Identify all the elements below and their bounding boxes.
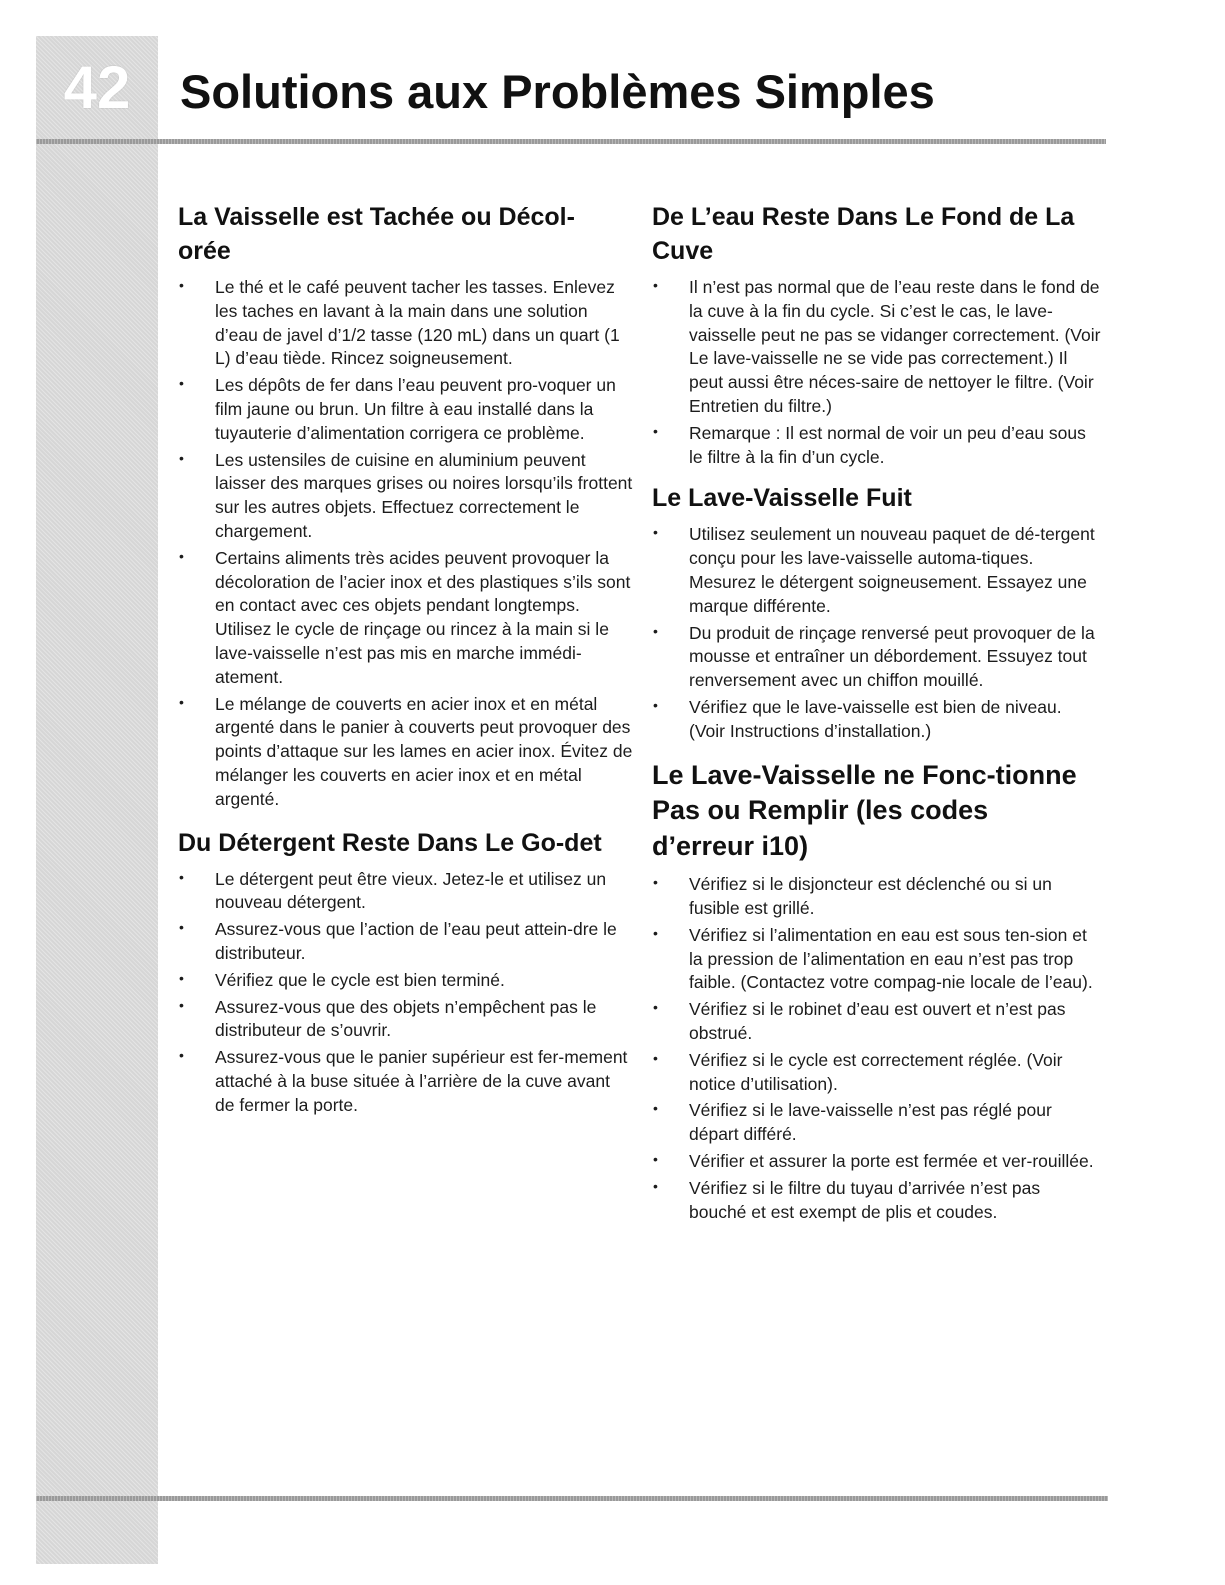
list-item-text: Les ustensiles de cuisine en aluminium peuvent laisser des marques grises ou noires lorsqu’ils frottent sur les autres objets. Effectuez correctement le chargement. [215,449,633,541]
list-item [178,918,633,966]
list-item [178,996,633,1044]
list-item-text: Le thé et le café peuvent tacher les tasses. Enlevez les taches en lavant à la main dans une solution d’eau de javel d’1/2 tasse (120 mL) dans un quart (1 L) d’eau tiède. Rincez soigneusement. [215,277,620,369]
list-item-text: Vérifier et assurer la porte est fermée et ver-rouillée. [689,1151,1094,1172]
bullet-icon: • [179,547,184,564]
bullet-icon: • [653,422,658,439]
list-item [652,276,1102,419]
list-item-text: Remarque : Il est normal de voir un peu d’eau sous le filtre à la fin d’un cycle. [689,422,1086,467]
section-detergent-remains [178,826,633,1118]
bullet-list [178,276,633,812]
list-item-text: Assurez-vous que l’action de l’eau peut attein-dre le distributeur. [215,919,617,963]
bullet-list [652,523,1102,743]
list-item-text: Vérifiez si le disjoncteur est déclenché ou si un fusible est grillé. [689,874,1052,919]
list-item [652,1150,1102,1174]
bullet-icon: • [653,1177,658,1194]
list-item-text: Le détergent peut être vieux. Jetez-le et utilisez un nouveau détergent. [215,868,607,913]
header-divider [36,139,1106,144]
list-item [178,1046,633,1117]
list-item [178,969,633,993]
bullet-icon: • [653,524,658,541]
bullet-icon: • [653,999,658,1016]
list-item-text: Vérifiez si le robinet d’eau est ouvert et n’est pas obstrué. [689,999,1066,1044]
list-item-text: Du produit de rinçage renversé peut provoquer de la mousse et entraîner un débordement. Essuyez tout renversement avec un chiffon mouillé. [689,622,1095,691]
footer-divider [36,1496,1108,1501]
bullet-icon: • [179,919,184,936]
section-stained-dishes [178,200,633,812]
bullet-icon: • [653,1049,658,1066]
page-title: Solutions aux Problèmes Simples [180,65,935,118]
list-item [178,374,633,445]
side-band [36,36,158,1564]
bullet-icon: • [179,449,184,466]
list-item-text: Il n’est pas normal que de l’eau reste dans le fond de la cuve à la fin du cycle. Si c’est le cas, le lave-vaisselle peut ne pas se vidanger correctement. (Voir Le lave-vaisselle ne se vide pas correctement.) Il peut aussi être néces-saire de nettoyer le filtre. (Voir Entretien du filtre.) [689,277,1101,416]
section-heading: Du Détergent Reste Dans Le Go-det [178,828,602,857]
section-does-not-run [652,758,1102,1225]
list-item-text: Les dépôts de fer dans l’eau peuvent pro-voquer un film jaune ou brun. Un filtre à eau installé dans la tuyauterie d’alimentation corrigera ce problème. [215,375,616,443]
list-item [652,422,1102,470]
section-water-remains [652,200,1102,469]
bullet-icon: • [179,868,184,885]
bullet-list [652,276,1102,469]
list-item-text: Assurez-vous que des objets n’empêchent pas le distributeur de s’ouvrir. [215,996,597,1041]
bullet-list [178,868,633,1118]
section-heading: Le Lave-Vaisselle Fuit [652,484,912,513]
right-column [652,200,1102,1227]
list-item [652,523,1102,618]
bullet-icon: • [653,1100,658,1117]
list-item [652,873,1102,921]
section-dishwasher-leaks [652,481,1102,743]
list-item-text: Certains aliments très acides peuvent provoquer la décoloration de l’acier inox et des plastiques s’ils sont en contact avec ces objets pendant longtemps. Utilisez le cycle de rinçage ou rincez à la main si le lave-vaisselle n’est pas mis en marche immédi-atement. [215,547,631,687]
bullet-list [652,873,1102,1224]
bullet-icon: • [653,277,658,293]
list-item [178,276,633,371]
list-item-text: Utilisez seulement un nouveau paquet de dé-tergent conçu pour les lave-vaisselle automa-tiques. Mesurez le détergent soigneusement. Essayez une marque différente. [689,524,1095,616]
list-item [652,622,1102,693]
list-item-text: Vérifiez que le cycle est bien terminé. [215,969,505,990]
bullet-icon: • [653,924,658,941]
bullet-icon: • [179,375,184,392]
bullet-icon: • [653,874,658,891]
list-item [652,1099,1102,1147]
bullet-icon: • [179,693,184,710]
list-item [652,924,1102,995]
list-item [652,1177,1102,1225]
list-item [178,547,633,690]
list-item-text: Vérifiez si le cycle est correctement réglée. (Voir notice d’utilisation). [689,1049,1063,1094]
list-item-text: Le mélange de couverts en acier inox et en métal argenté dans le panier à couverts peut provoquer des points d’attaque sur les lames en acier inox. Évitez de mélanger les couverts en acier inox et en métal argenté. [215,693,633,809]
section-heading: La Vaisselle est Tachée ou Décol-orée [178,203,575,265]
list-item [652,1049,1102,1097]
bullet-icon: • [179,1047,184,1064]
bullet-icon: • [179,996,184,1013]
page-number: 42 [63,54,131,121]
bullet-icon: • [653,622,658,639]
list-item [178,449,633,544]
bullet-icon: • [653,1151,658,1168]
bullet-icon: • [179,969,184,986]
section-heading: De L’eau Reste Dans Le Fond de La Cuve [652,203,1075,265]
list-item-text: Vérifiez si le filtre du tuyau d’arrivée n’est pas bouché et est exempt de plis et coudes. [689,1177,1041,1222]
section-heading: Le Lave-Vaisselle ne Fonc-tionne Pas ou Remplir (les codes d’erreur i10) [652,759,1077,862]
bullet-icon: • [653,696,658,713]
list-item [652,998,1102,1046]
bullet-icon: • [179,277,184,293]
list-item-text: Vérifiez si l’alimentation en eau est sous ten-sion et la pression de l’alimentation en eau n’est pas trop faible. (Contactez votre compag-nie locale de l’eau). [689,924,1093,993]
list-item [178,868,633,916]
list-item-text: Vérifiez si le lave-vaisselle n’est pas réglé pour départ différé. [689,1100,1052,1145]
list-item-text: Assurez-vous que le panier supérieur est fer-mement attaché à la buse située à l’arrière de la cuve avant de fermer la porte. [215,1047,628,1115]
list-item [178,693,633,812]
list-item-text: Vérifiez que le lave-vaisselle est bien de niveau. (Voir Instructions d’installation.) [689,696,1062,741]
list-item [652,696,1102,744]
left-column [178,200,633,1121]
